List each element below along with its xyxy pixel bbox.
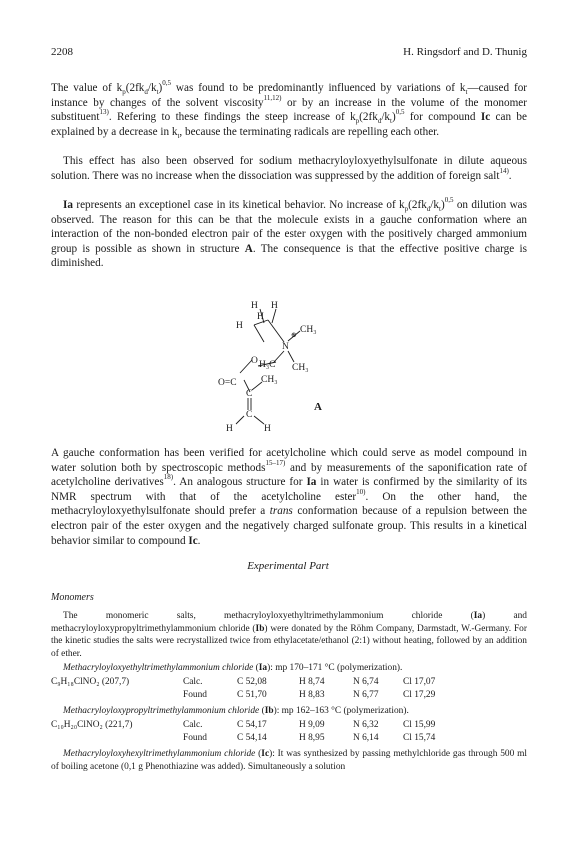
structure-a-diagram <box>214 298 374 434</box>
structure-atom: H <box>251 301 258 311</box>
structure-atom: H <box>257 312 264 322</box>
structure-atom: O <box>251 356 258 366</box>
structure-atom: H <box>271 301 278 311</box>
compound-ib-calc-row: C₁₀H₂₀ClNO₂ (221,7) Calc. C 54,17 H 9,09 N 6,32 Cl 15,99 <box>51 720 436 730</box>
monomers-paragraph: The monomeric salts, methacryloyloxyethyltrimethylammonium chloride (Ia) and methacryloyloxypropyltrimethylammonium chloride (Ib) were donated by the Röhm Company, Darmstadt, W.-Germany. For the kinetic studies the salts were recrystallized twice from ethylacetate/ethanol (2:1) without heating, followed by an addition of ether. <box>51 611 527 659</box>
structure-atom: CH₃ <box>261 375 278 385</box>
structure-atom: C <box>246 389 253 399</box>
section-title: Experimental Part <box>247 560 329 572</box>
structure-atom: H <box>264 424 271 434</box>
formula: C₉H₁₈ClNO₂ (207,7) <box>51 677 130 687</box>
page-number: 2208 <box>51 46 73 58</box>
paragraph-2: This effect has also been observed for sodium methacryloyloxyethylsulfonate in dilute aqueous solution. There was no increase when the dissociation was suppressed by the addition of foreign salt$^{14)}$. <box>51 155 527 182</box>
structure-atom: CH₃ <box>300 325 317 335</box>
compound-ib-found-row: Found C 54,14 H 8,95 N 6,14 Cl 15,74 <box>183 733 436 743</box>
compound-ia-heading: Methacryloyloxyethyltrimethylammonium chloride (Ia): mp 170–171 °C (polymerization). <box>63 663 403 673</box>
structure-atom: H₃C <box>259 360 276 370</box>
compound-ib-heading: Methacryloyloxypropyltrimethylammonium chloride (Ib): mp 162–163 °C (polymerization). <box>63 706 409 716</box>
structure-atom: N <box>282 342 289 352</box>
structure-label: A <box>314 401 322 413</box>
compound-ic-paragraph: Methacryloyloxyhexyltrimethylammonium chloride (Ic): It was synthesized by passing methylchloride gas through 500 ml of boiling acetone (0,1 g Phenothiazine was added). Simultaneously a solution <box>51 749 527 772</box>
formula: C₁₀H₂₀ClNO₂ (221,7) <box>51 720 133 730</box>
compound-ia-calc-row: C₉H₁₈ClNO₂ (207,7) Calc. C 52,08 H 8,74 N 6,74 Cl 17,07 <box>51 677 436 687</box>
subsection-title: Monomers <box>51 592 94 603</box>
structure-atom: CH₃ <box>292 363 309 373</box>
paragraph-3: Ia represents an exceptionel case in its kinetical behavior. No increase of $k_p(2fk_d/k_t)^{0,5}$ on dilution was observed. The reason for this can be that the molecule exists in a gauche conformation where an interaction of the non-bonded electron pair of the ester oxygen with the positively charged ammonium group is possible as shown in structure A. The consequence is that the effective positive charge is diminished. <box>51 196 528 270</box>
paragraph-1: The value of $k_p(2fk_d/k_t)^{0,5}$ was found to be predominantly influenced by variations of $k_t—caused$ for instance by changes of the solvent viscosity$^{11,12)}$ or by an increase in the volume of the monomer substituent$^{13)}$. Refering to these findings the steep increase of $k_p(2fk_d/k_t)^{0,5}$ for compound Ic can be explained by a decrease in $k_t$, because the terminating radicals are repelling each other. <box>51 79 528 141</box>
structure-atom: O=C <box>218 378 237 388</box>
compound-ia-found-row: Found C 51,70 H 8,83 N 6,77 Cl 17,29 <box>183 690 436 700</box>
structure-atom: H <box>236 321 243 331</box>
structure-atom: H <box>226 424 233 434</box>
structure-atom: ⊕ <box>291 331 297 339</box>
structure-atom: C <box>246 410 253 420</box>
paragraph-4: A gauche conformation has been verified for acetylcholine which could serve as model compound in water solution both by spectroscopic methods$^{15-17)}$ and by measurements of the saponification rate of acetylcholine derivatives$^{18)}$. An analogous structure for Ia in water is confirmed by the similarity of its NMR spectrum with that of the acetylcholine ester$^{10)}$. On the other hand, the methacryloyloxyethylsulfonate should prefer a trans conformation because of a repulsion between the electron pair of the ester oxygen and the negatively charged sulfonate group. This results in a kinetical behavior similar to compound Ic. <box>51 447 527 547</box>
running-header-authors: H. Ringsdorf and D. Thunig <box>403 46 527 58</box>
